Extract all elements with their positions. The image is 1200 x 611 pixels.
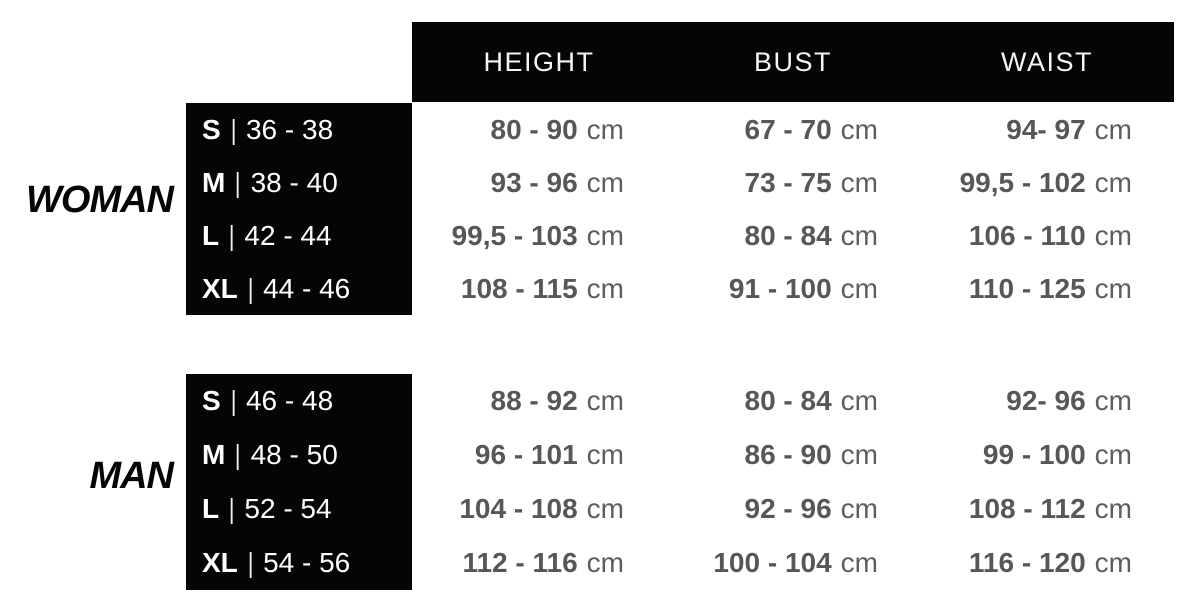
height-value: 88 - 92 — [490, 385, 578, 416]
man-data-row-m — [412, 428, 1174, 482]
size-range: 52 - 54 — [244, 493, 332, 524]
column-header-bust: BUST — [753, 46, 832, 77]
size-letter: S — [202, 113, 221, 145]
unit-label: cm — [1094, 166, 1132, 198]
unit-label: cm — [586, 547, 624, 578]
cell-bust — [666, 156, 920, 209]
waist-value: 116 - 120 — [968, 547, 1086, 578]
woman-size-row-m — [186, 156, 412, 209]
cell-height — [412, 374, 666, 428]
cell-bust — [666, 374, 920, 428]
unit-label: cm — [840, 385, 878, 416]
unit-label: cm — [1094, 219, 1132, 251]
cell-waist — [920, 156, 1174, 209]
man-data-row-s — [412, 374, 1174, 428]
cell-waist — [920, 482, 1174, 536]
size-letter: M — [202, 439, 226, 470]
size-letter: S — [202, 385, 221, 416]
unit-label: cm — [840, 113, 878, 145]
bust-value: 92 - 96 — [744, 493, 832, 524]
size-separator: | — [228, 219, 235, 251]
bust-value: 86 - 90 — [744, 439, 832, 470]
cell-height — [412, 262, 666, 315]
height-value: 96 - 101 — [474, 439, 578, 470]
cell-waist — [920, 103, 1174, 156]
man-data-grid — [412, 374, 1174, 590]
cell-bust — [666, 103, 920, 156]
unit-label: cm — [840, 166, 878, 198]
man-size-row-xl — [186, 536, 412, 590]
cell-waist — [920, 209, 1174, 262]
column-header-waist: WAIST — [1001, 46, 1093, 77]
cell-height — [412, 156, 666, 209]
size-range: 38 - 40 — [250, 166, 338, 198]
man-size-row-s — [186, 374, 412, 428]
woman-size-row-xl — [186, 262, 412, 315]
unit-label: cm — [586, 439, 624, 470]
size-range: 44 - 46 — [263, 272, 351, 304]
size-letter: XL — [202, 272, 238, 304]
size-range: 48 - 50 — [250, 439, 338, 470]
size-separator: | — [247, 547, 254, 578]
cell-waist — [920, 374, 1174, 428]
column-header-height: HEIGHT — [483, 46, 595, 77]
size-letter: M — [202, 166, 226, 198]
height-value: 80 - 90 — [490, 113, 578, 145]
unit-label: cm — [1094, 272, 1132, 304]
unit-label: cm — [586, 166, 624, 198]
woman-data-row-l — [412, 209, 1174, 262]
bust-value: 73 - 75 — [744, 166, 832, 198]
waist-value: 108 - 112 — [968, 493, 1086, 524]
waist-value: 94- 97 — [1006, 113, 1086, 145]
cell-waist — [920, 536, 1174, 590]
height-value: 99,5 - 103 — [451, 219, 578, 251]
man-size-row-l — [186, 482, 412, 536]
size-range: 46 - 48 — [245, 385, 334, 416]
man-size-box — [186, 374, 412, 590]
unit-label: cm — [840, 547, 878, 578]
unit-label: cm — [586, 113, 624, 145]
unit-label: cm — [586, 493, 624, 524]
woman-data-row-m — [412, 156, 1174, 209]
unit-label: cm — [1094, 113, 1132, 145]
unit-label: cm — [586, 272, 624, 304]
size-range: 42 - 44 — [244, 219, 332, 251]
bust-value: 91 - 100 — [728, 272, 832, 304]
cell-bust — [666, 428, 920, 482]
cell-height — [412, 103, 666, 156]
size-separator: | — [228, 493, 235, 524]
unit-label: cm — [840, 439, 878, 470]
group-label-woman: WOMAN — [26, 179, 173, 221]
bust-value: 80 - 84 — [744, 385, 832, 416]
size-letter: L — [202, 219, 220, 251]
unit-label: cm — [586, 385, 624, 416]
cell-bust — [666, 262, 920, 315]
size-separator: | — [235, 439, 241, 470]
waist-value: 99,5 - 102 — [959, 166, 1086, 198]
bust-value: 80 - 84 — [744, 219, 832, 251]
cell-waist — [920, 262, 1174, 315]
waist-value: 106 - 110 — [968, 219, 1086, 251]
woman-data-row-xl — [412, 262, 1174, 315]
bust-value: 100 - 104 — [713, 547, 832, 578]
height-value: 93 - 96 — [490, 166, 578, 198]
size-range: 36 - 38 — [245, 113, 334, 145]
unit-label: cm — [1094, 439, 1132, 470]
man-data-row-xl — [412, 536, 1174, 590]
cell-height — [412, 428, 666, 482]
size-separator: | — [230, 385, 237, 416]
cell-waist — [920, 428, 1174, 482]
group-label-man: MAN — [89, 455, 173, 497]
waist-value: 110 - 125 — [968, 272, 1086, 304]
woman-size-box — [186, 103, 412, 315]
cell-bust — [666, 536, 920, 590]
woman-data-row-s — [412, 103, 1174, 156]
waist-value: 92- 96 — [1006, 385, 1086, 416]
bust-value: 67 - 70 — [744, 113, 832, 145]
unit-label: cm — [586, 219, 624, 251]
column-header-bar — [412, 22, 1174, 102]
woman-size-row-l — [186, 209, 412, 262]
size-letter: XL — [202, 547, 238, 578]
cell-height — [412, 482, 666, 536]
cell-bust — [666, 209, 920, 262]
size-separator: | — [235, 166, 241, 198]
waist-value: 99 - 100 — [982, 439, 1086, 470]
cell-bust — [666, 482, 920, 536]
unit-label: cm — [1094, 493, 1132, 524]
man-size-row-m — [186, 428, 412, 482]
height-value: 112 - 116 — [462, 547, 578, 578]
size-range: 54 - 56 — [263, 547, 351, 578]
size-separator: | — [247, 272, 254, 304]
cell-height — [412, 209, 666, 262]
unit-label: cm — [1094, 547, 1132, 578]
size-letter: L — [202, 493, 220, 524]
unit-label: cm — [840, 272, 878, 304]
woman-data-grid — [412, 103, 1174, 315]
size-separator: | — [230, 113, 237, 145]
height-value: 104 - 108 — [459, 493, 578, 524]
unit-label: cm — [1094, 385, 1132, 416]
cell-height — [412, 536, 666, 590]
woman-size-row-s — [186, 103, 412, 156]
unit-label: cm — [840, 219, 878, 251]
man-data-row-l — [412, 482, 1174, 536]
height-value: 108 - 115 — [460, 272, 578, 304]
unit-label: cm — [840, 493, 878, 524]
